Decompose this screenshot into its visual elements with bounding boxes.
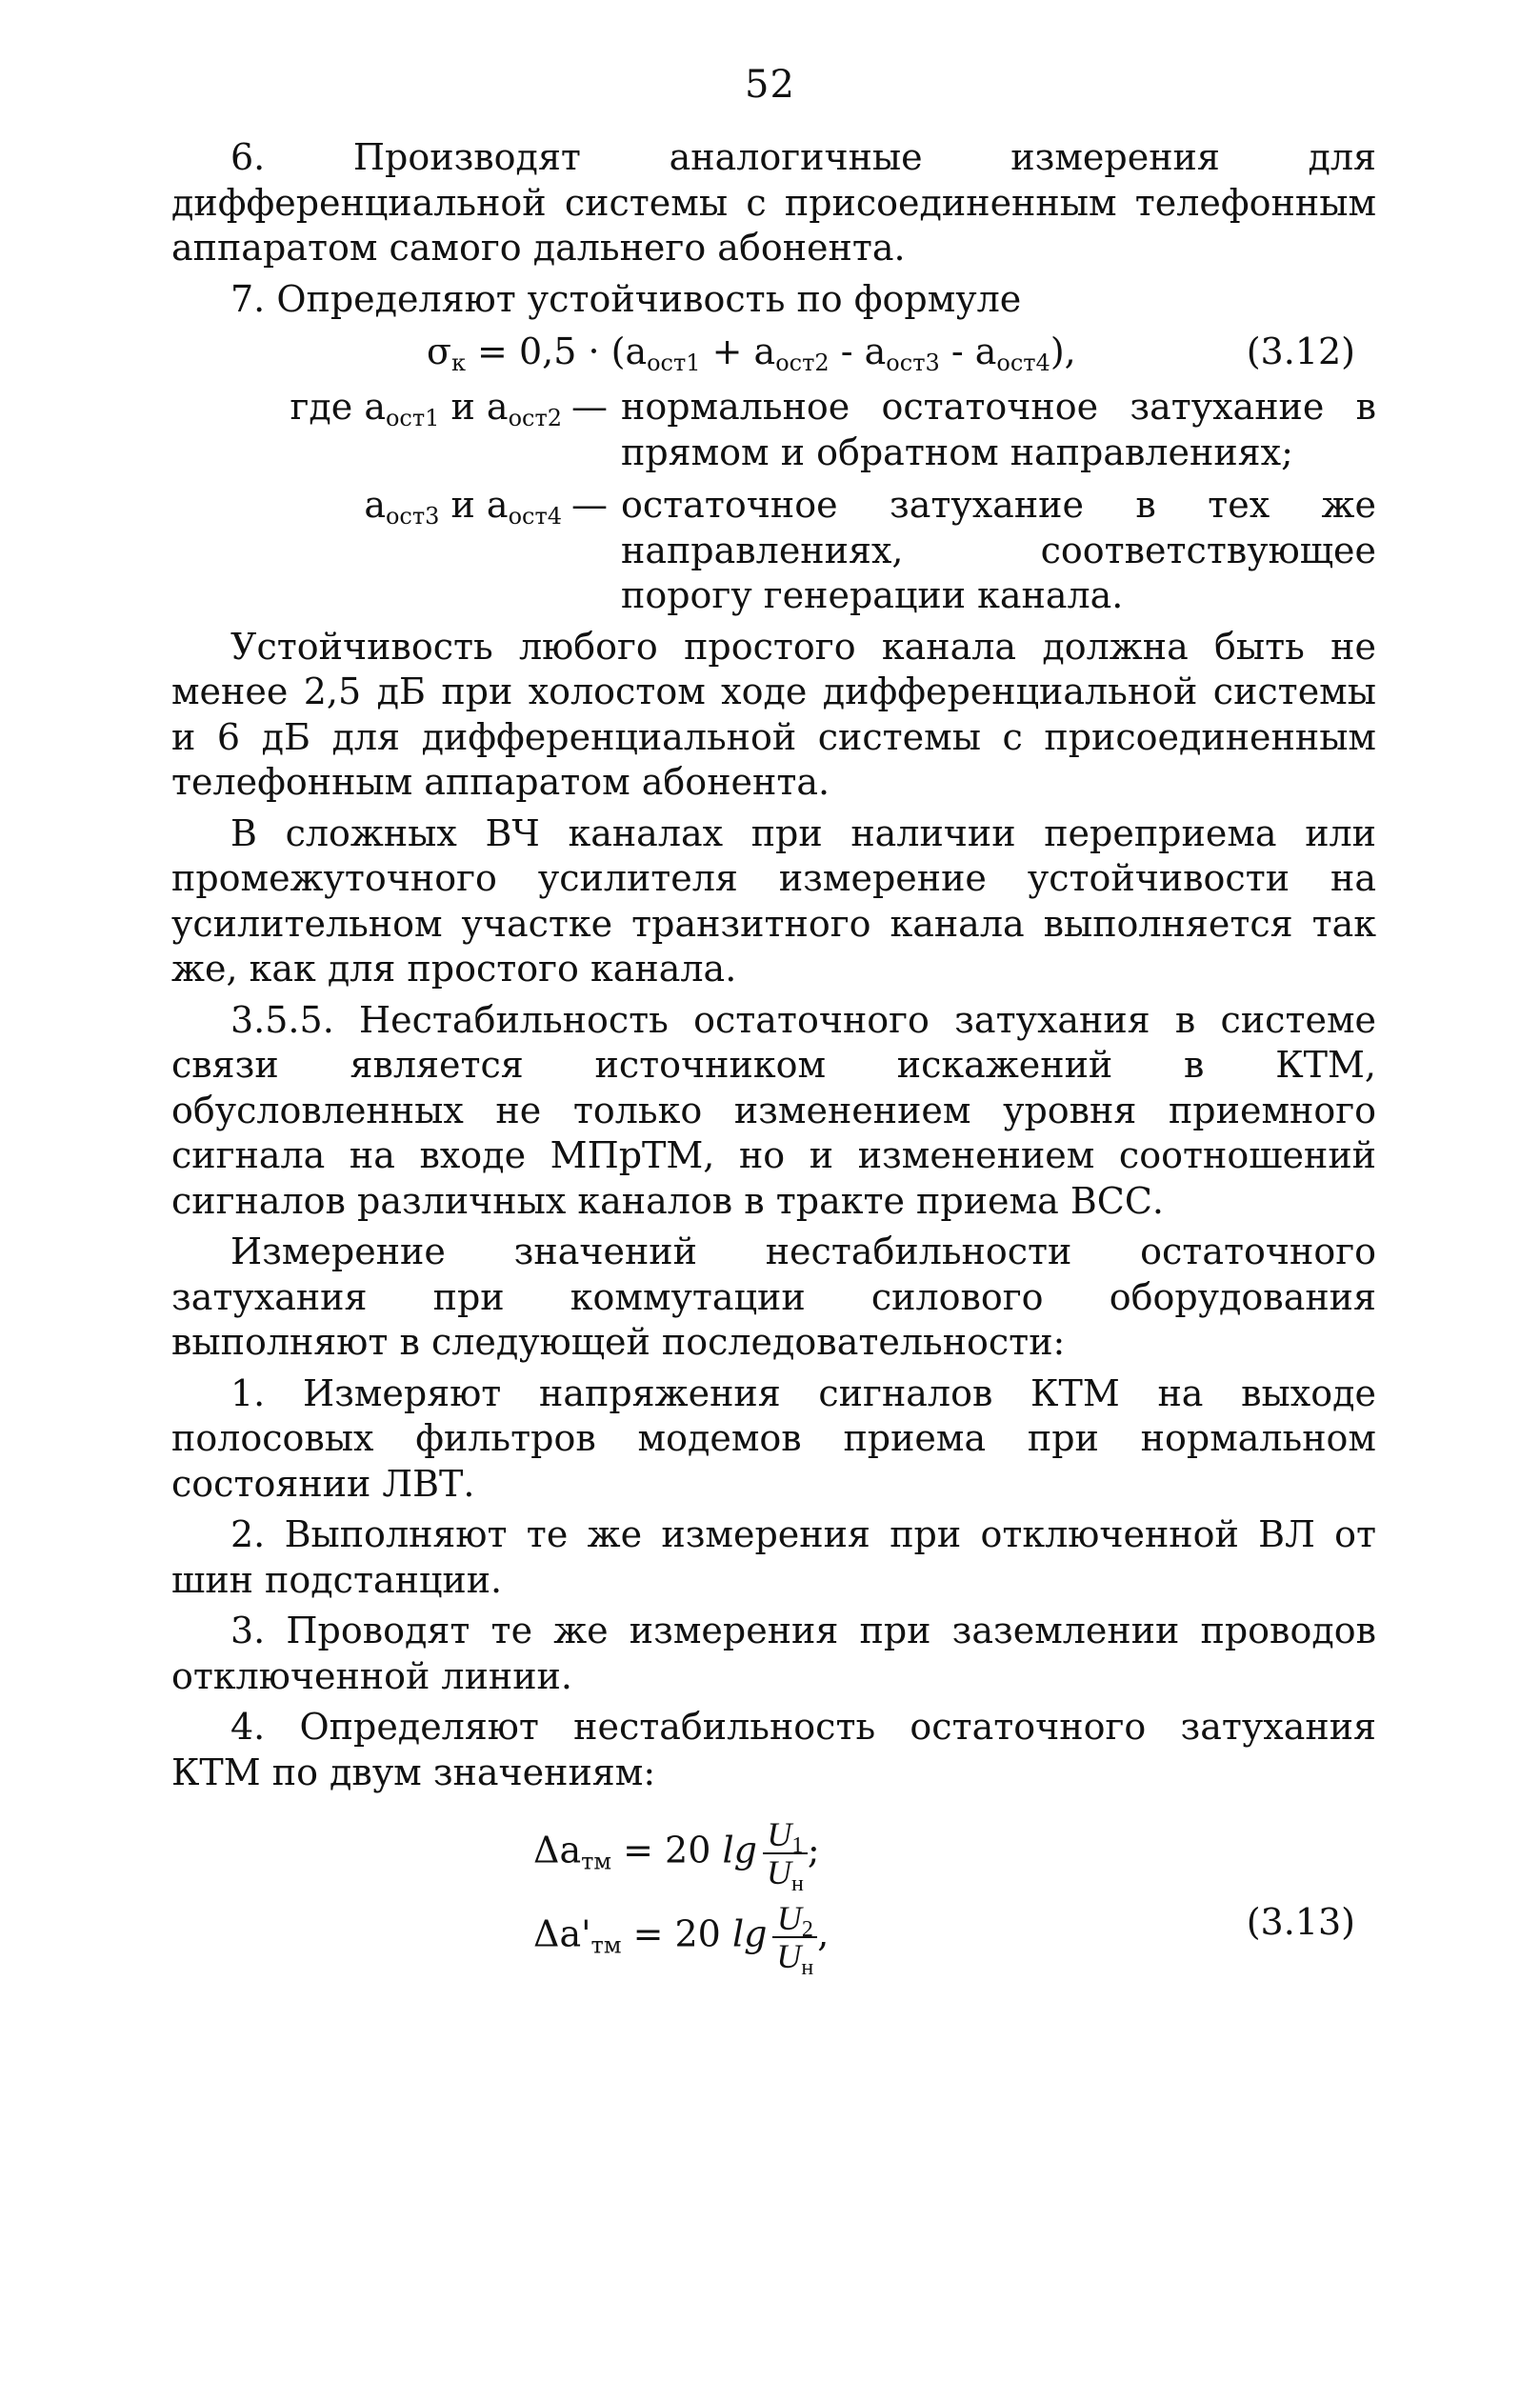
page-number: 52 bbox=[745, 63, 795, 107]
formula-3-12 bbox=[171, 326, 1376, 385]
where-dash: — bbox=[571, 386, 608, 428]
where-term: где $a_{ост1}$ и $a_{ост2}$ bbox=[290, 386, 562, 431]
where-row bbox=[171, 385, 1376, 475]
where-term: $a_{ост3}$ и $a_{ост4}$ bbox=[364, 484, 562, 530]
list-item-step-2: 2. Выполняют те же измерения при отключенной ВЛ от шин подстанции. bbox=[171, 1513, 1376, 1601]
where-row bbox=[171, 483, 1376, 619]
where-dash: — bbox=[571, 484, 608, 526]
list-item-step-4: 4. Определяют нестабильность остаточного затухания КТМ по двум значениям: bbox=[171, 1706, 1376, 1793]
paragraph-complex-channels: В сложных ВЧ каналах при наличии переприема или промежуточного усилителя измерение устойчивости на усилительном участке транзитного канала выполняется так же, как для простого канала. bbox=[171, 811, 1376, 990]
formula-3-13-line-1-body: $\Delta a_{тм} = 20$ lg $\frac{U_1}{U_н}$ ; bbox=[533, 1815, 820, 1896]
list-item-step-3: 3. Проводят те же измерения при заземлении проводов отключенной линии. bbox=[171, 1610, 1376, 1697]
fraction: $\frac{U_1}{U_н}$ bbox=[763, 1816, 808, 1891]
paragraph-step-6: 6. Производят аналогичные измерения для дифференциальной системы с присоединенным телефонным аппаратом самого дальнего абонента. bbox=[171, 136, 1376, 269]
where-description: нормальное остаточное затухание в прямом и обратном направлениях; bbox=[621, 386, 1376, 473]
paragraph-stability-norm: Устойчивость любого простого канала должна быть не менее 2,5 дБ при холостом ходе дифференциальной системы и 6 дБ для дифференциальной системы с присоединенным телефонным аппаратом абонента. bbox=[171, 625, 1376, 803]
where-description: остаточное затухание в тех же направлениях, соответствующее порогу генерации канала. bbox=[621, 484, 1376, 616]
formula-3-12-number: (3.12) bbox=[1246, 330, 1355, 372]
formula-3-13-number: (3.13) bbox=[1246, 1901, 1355, 1943]
list-item-step-1: 1. Измеряют напряжения сигналов КТМ на выходе полосовых фильтров модемов приема при нормальном состоянии ЛВТ. bbox=[171, 1371, 1376, 1505]
formula-3-13-line-2-body: $\Delta a'_{тм} = 20$ lg $\frac{U_2}{U_н}$ , bbox=[533, 1899, 830, 1980]
formula-3-13-line-2 bbox=[171, 1879, 1376, 1980]
fraction: $\frac{U_2}{U_н}$ bbox=[772, 1900, 817, 1974]
formula-3-13-line-1 bbox=[171, 1795, 1376, 1896]
page-body bbox=[171, 135, 1376, 1980]
formula-3-12-body: $\sigma_к = 0,5 \cdot (a_{ост1} + a_{ост2} - a_{ост3} - a_{ост4})$, bbox=[427, 330, 1076, 376]
paragraph-section-3-5-5: 3.5.5. Нестабильность остаточного затухания в системе связи является источником искажений в КТМ, обусловленных не только изменением уровня приемного сигнала на входе МПрТМ, но и изменением соотношений сигналов различных каналов в тракте приема ВСС. bbox=[171, 998, 1376, 1222]
paragraph-step-7: 7. Определяют устойчивость по формуле bbox=[230, 277, 1022, 320]
paragraph-measurement-intro: Измерение значений нестабильности остаточного затухания при коммутации силового оборудования выполняют в следующей последовательности: bbox=[171, 1231, 1376, 1363]
